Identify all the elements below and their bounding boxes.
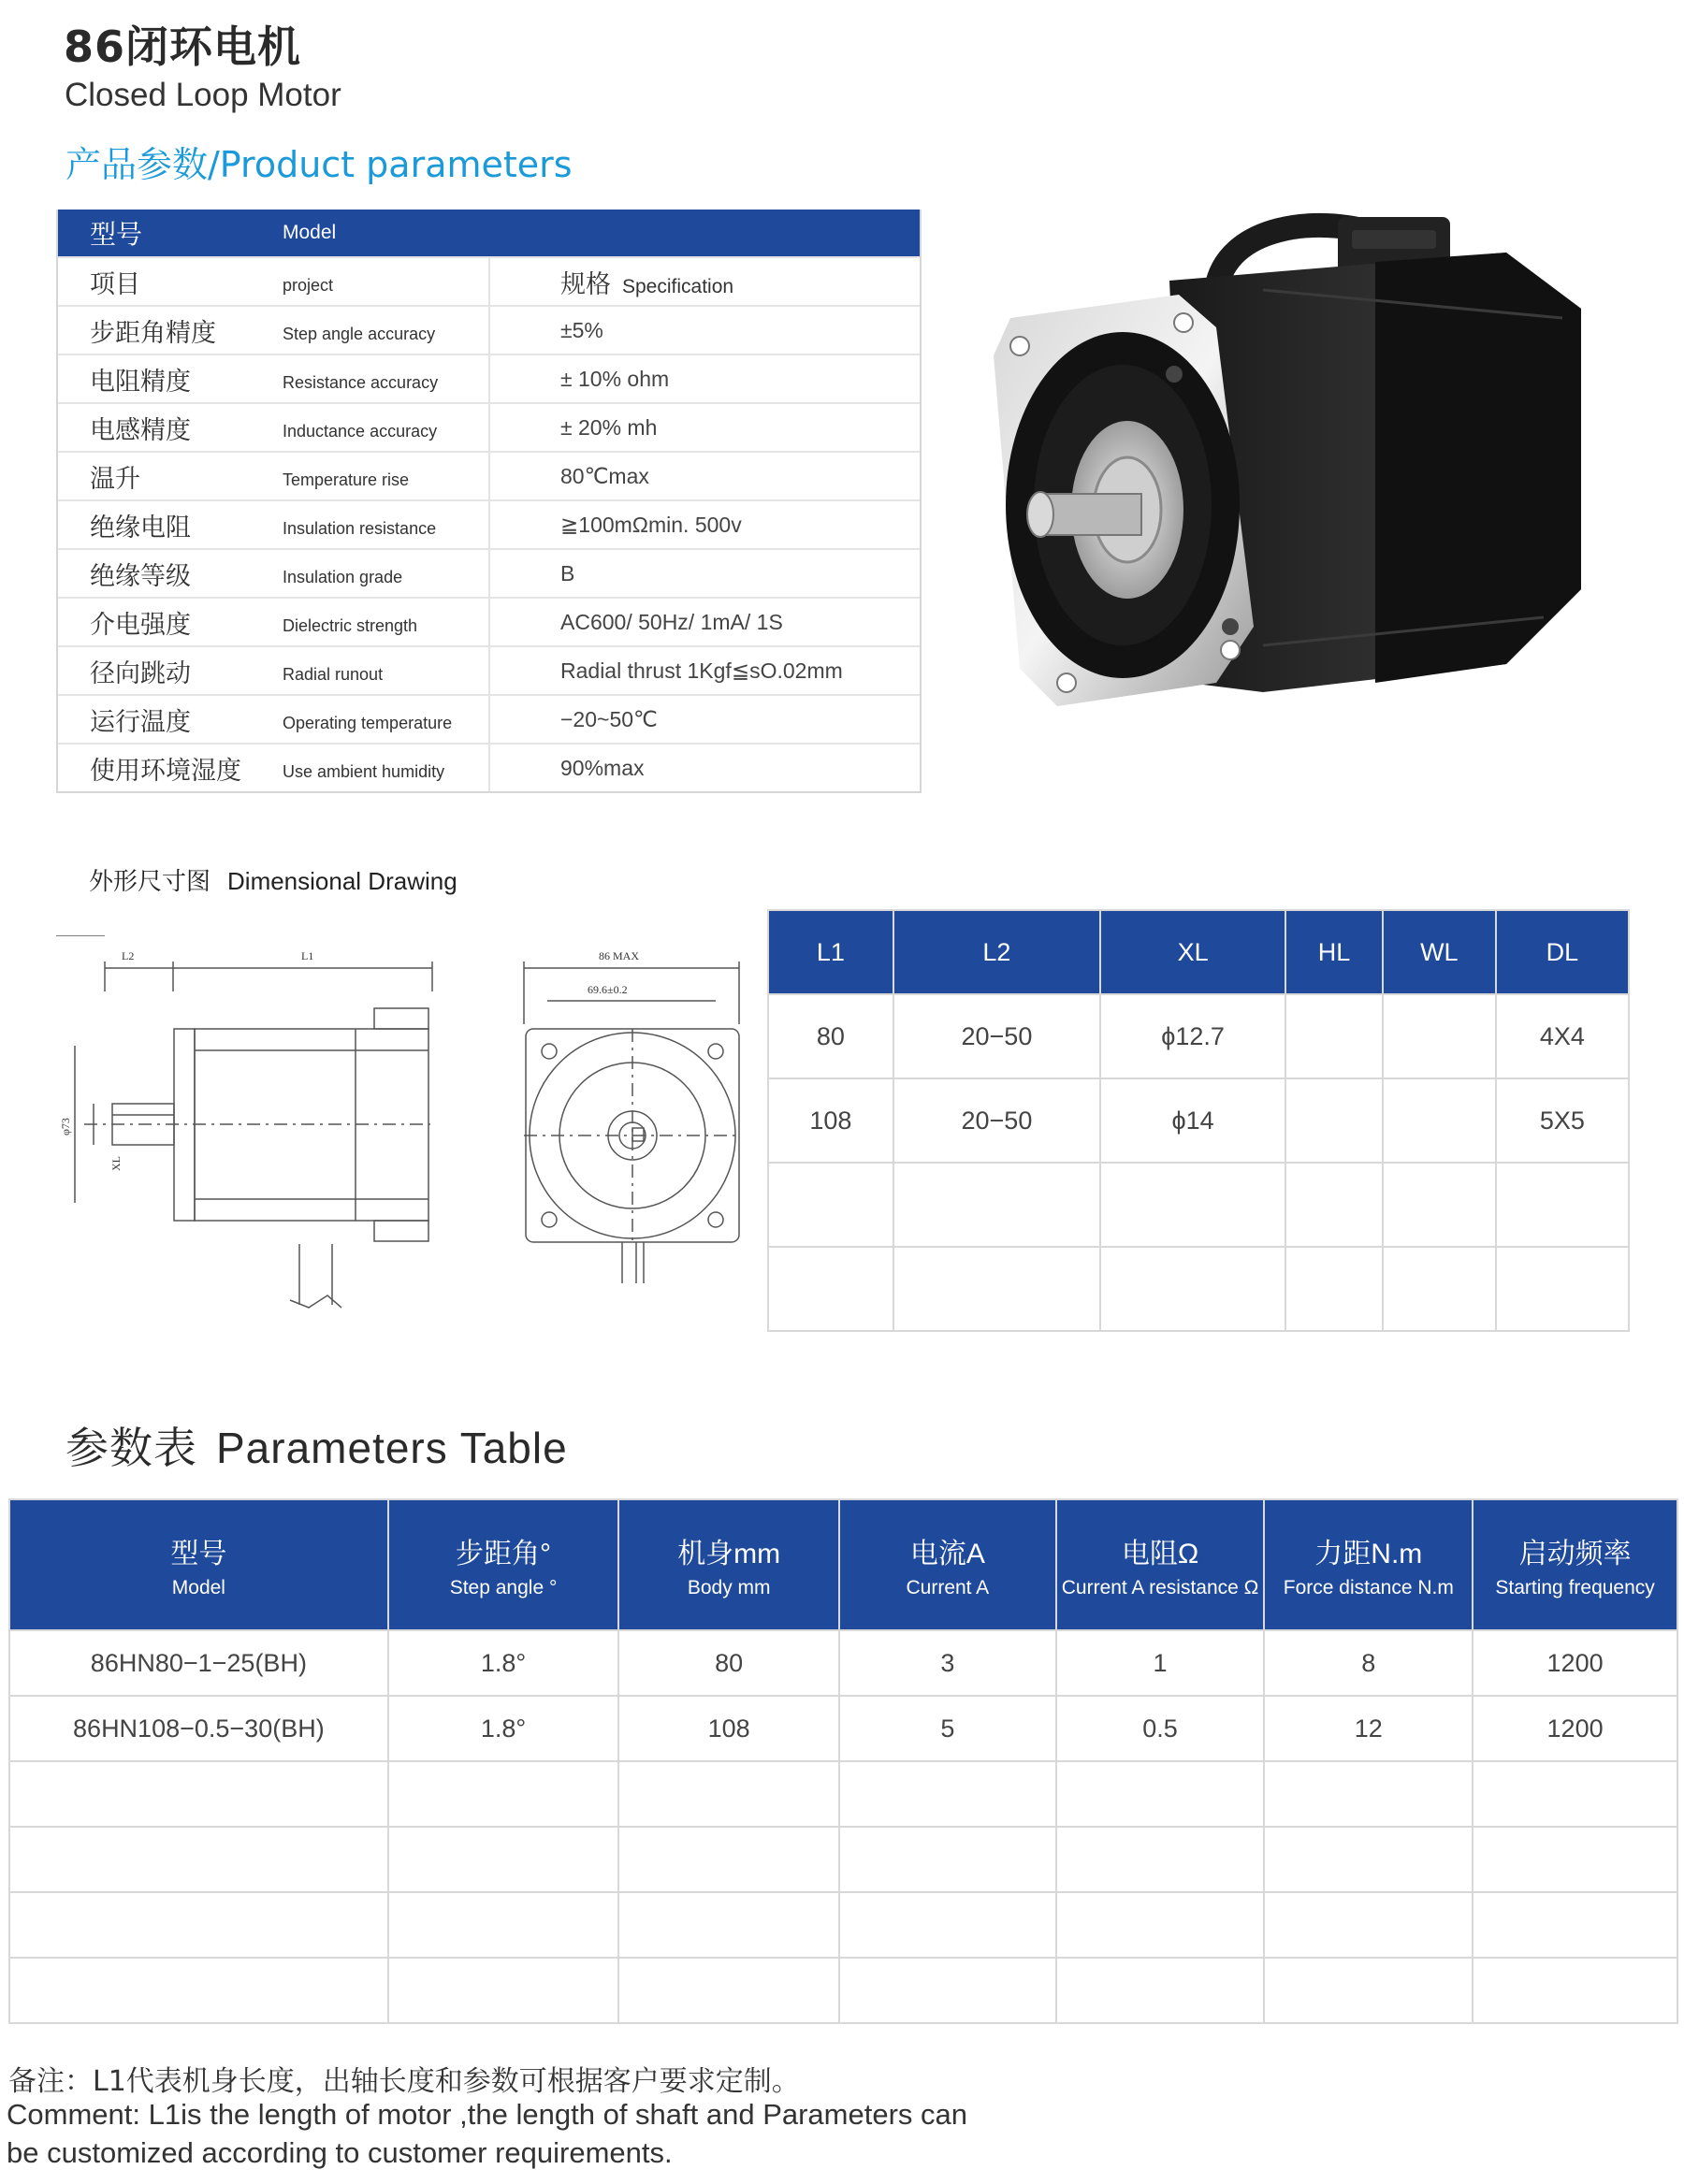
parameters-cell bbox=[9, 1892, 388, 1958]
footnote-en-line-2: be customized according to customer requirements. bbox=[7, 2136, 673, 2169]
parameters-column-header-cn: 步距角° bbox=[456, 1539, 552, 1569]
dimension-column-header: L2 bbox=[893, 910, 1100, 994]
parameters-table-row bbox=[9, 1958, 1677, 2023]
product-parameter-row bbox=[58, 305, 920, 354]
parameters-column-header-cn: 力距N.m bbox=[1314, 1539, 1423, 1569]
param-name-cn: 运行温度 bbox=[90, 707, 191, 737]
parameters-column-header-en: Step angle ° bbox=[449, 1577, 558, 1598]
dim-label-bolt-circle: 69.6±0.2 bbox=[588, 983, 628, 996]
dim-label-l2: L2 bbox=[122, 949, 135, 962]
dimension-column-header: XL bbox=[1100, 910, 1285, 994]
parameters-cell: 86HN80−1−25(BH) bbox=[9, 1630, 388, 1696]
product-parameters-table bbox=[56, 210, 922, 793]
dimension-column-header: WL bbox=[1383, 910, 1496, 994]
parameters-cell: 8 bbox=[1264, 1630, 1473, 1696]
parameters-cell: 12 bbox=[1264, 1696, 1473, 1761]
dimension-cell: 4X4 bbox=[1496, 994, 1629, 1078]
parameters-column-header-en: Force distance N.m bbox=[1283, 1577, 1454, 1598]
dimension-table-row bbox=[768, 994, 1629, 1078]
parameters-cell bbox=[1264, 1892, 1473, 1958]
parameters-cell bbox=[9, 1958, 388, 2023]
parameters-cell bbox=[618, 1761, 839, 1827]
parameters-table bbox=[8, 1498, 1678, 2024]
dimensional-drawing-title bbox=[89, 862, 457, 897]
product-parameter-row bbox=[58, 402, 920, 451]
product-parameter-row bbox=[58, 354, 920, 402]
section-heading-product-parameters: 产品参数/Product parameters bbox=[65, 144, 573, 185]
param-name-en: Insulation grade bbox=[283, 550, 490, 597]
dimension-cell: 20−50 bbox=[893, 1078, 1100, 1163]
parameters-cell: 0.5 bbox=[1056, 1696, 1265, 1761]
parameters-table-row bbox=[9, 1696, 1677, 1761]
product-parameter-row bbox=[58, 548, 920, 597]
dimension-table-row bbox=[768, 1247, 1629, 1331]
param-name-en: Use ambient humidity bbox=[283, 745, 490, 791]
product-parameters-rows bbox=[58, 305, 920, 791]
parameters-cell bbox=[1264, 1827, 1473, 1892]
page-title: 86闭环电机 bbox=[64, 22, 302, 72]
specification-label-en: Specification bbox=[622, 275, 734, 297]
dimension-cell bbox=[1383, 1078, 1496, 1163]
dimension-cell bbox=[893, 1163, 1100, 1247]
parameters-column-header bbox=[1264, 1499, 1473, 1630]
parameters-cell bbox=[1473, 1892, 1677, 1958]
product-parameter-row bbox=[58, 451, 920, 499]
param-name-cn: 径向跳动 bbox=[90, 658, 191, 688]
param-value: ±5% bbox=[560, 317, 603, 342]
parameters-column-header bbox=[9, 1499, 388, 1630]
parameters-column-header-cn: 电阻Ω bbox=[1121, 1539, 1199, 1569]
dimension-table-header bbox=[768, 910, 1629, 994]
page-subtitle: Closed Loop Motor bbox=[65, 77, 341, 113]
dim-label-xl: XL bbox=[109, 1156, 123, 1171]
param-name-cn: 绝缘等级 bbox=[90, 561, 191, 591]
parameters-column-header-cn: 启动频率 bbox=[1518, 1539, 1632, 1569]
dimension-cell: 20−50 bbox=[893, 994, 1100, 1078]
parameters-cell bbox=[618, 1958, 839, 2023]
footnote-cn: 备注：L1代表机身长度，出轴长度和参数可根据客户要求定制。 bbox=[8, 2065, 800, 2098]
parameters-column-header-cn: 电流A bbox=[909, 1539, 985, 1569]
param-name-cn: 使用环境湿度 bbox=[90, 756, 241, 786]
param-name-cn: 电感精度 bbox=[90, 415, 191, 445]
param-name-en: Step angle accuracy bbox=[283, 307, 490, 354]
dimension-cell bbox=[1383, 994, 1496, 1078]
param-value: ± 20% mh bbox=[560, 414, 658, 440]
dimension-cell bbox=[1496, 1247, 1629, 1331]
parameters-cell bbox=[1264, 1958, 1473, 2023]
parameters-column-header-cn: 型号 bbox=[170, 1539, 227, 1569]
parameters-table-row bbox=[9, 1630, 1677, 1696]
param-value: 90%max bbox=[560, 755, 645, 780]
dimension-cell bbox=[768, 1247, 893, 1331]
parameters-cell: 3 bbox=[839, 1630, 1056, 1696]
param-name-en: Resistance accuracy bbox=[283, 355, 490, 402]
dimension-table-body bbox=[768, 994, 1629, 1331]
dimension-cell bbox=[1100, 1163, 1285, 1247]
parameters-cell: 1200 bbox=[1473, 1630, 1677, 1696]
dimensional-drawing-title-cn: 外形尺寸图 bbox=[89, 868, 211, 896]
dimension-cell: ϕ14 bbox=[1100, 1078, 1285, 1163]
product-parameter-row bbox=[58, 499, 920, 548]
parameters-cell bbox=[1056, 1827, 1265, 1892]
parameters-cell bbox=[618, 1892, 839, 1958]
model-label-cn: 型号 bbox=[90, 219, 143, 250]
parameters-cell: 1 bbox=[1056, 1630, 1265, 1696]
parameters-cell bbox=[388, 1827, 619, 1892]
dimension-cell: 108 bbox=[768, 1078, 893, 1163]
dim-label-l1: L1 bbox=[301, 949, 314, 962]
parameters-cell: 80 bbox=[618, 1630, 839, 1696]
parameters-cell: 1200 bbox=[1473, 1696, 1677, 1761]
parameters-table-row bbox=[9, 1827, 1677, 1892]
dimensional-drawing-title-en: Dimensional Drawing bbox=[227, 867, 457, 895]
parameters-cell bbox=[388, 1892, 619, 1958]
specification-label-cn: 规格 bbox=[560, 269, 611, 298]
parameters-cell bbox=[388, 1761, 619, 1827]
dim-label-d73: φ73 bbox=[59, 1118, 72, 1135]
parameters-table-title-en: Parameters Table bbox=[216, 1424, 568, 1472]
project-label-cn: 项目 bbox=[90, 269, 140, 299]
model-label-en: Model bbox=[283, 222, 337, 243]
parameters-table-header bbox=[9, 1499, 1677, 1630]
dimension-table-row bbox=[768, 1078, 1629, 1163]
parameters-cell bbox=[388, 1958, 619, 2023]
dimension-cell bbox=[893, 1247, 1100, 1331]
parameters-cell bbox=[839, 1827, 1056, 1892]
param-name-cn: 步距角精度 bbox=[90, 318, 216, 348]
parameters-cell bbox=[839, 1892, 1056, 1958]
parameters-table-row bbox=[9, 1761, 1677, 1827]
param-name-en: Radial runout bbox=[283, 647, 490, 694]
parameters-cell bbox=[618, 1827, 839, 1892]
param-value: AC600/ 50Hz/ 1mA/ 1S bbox=[560, 609, 783, 634]
parameters-table-row bbox=[9, 1892, 1677, 1958]
parameters-cell bbox=[839, 1958, 1056, 2023]
parameters-cell: 1.8° bbox=[388, 1630, 619, 1696]
parameters-cell bbox=[1056, 1958, 1265, 2023]
dimension-cell bbox=[1100, 1247, 1285, 1331]
dimension-cell bbox=[1383, 1163, 1496, 1247]
dimension-cell bbox=[1285, 1163, 1383, 1247]
parameters-column-header-en: Model bbox=[171, 1577, 225, 1598]
parameters-column-header-en: Current A resistance Ω bbox=[1061, 1577, 1259, 1598]
parameters-table-title-cn: 参数表 bbox=[65, 1423, 197, 1473]
dimension-table bbox=[767, 909, 1630, 1332]
dimension-cell: 5X5 bbox=[1496, 1078, 1629, 1163]
parameters-cell: 1.8° bbox=[388, 1696, 619, 1761]
dimension-cell bbox=[1285, 1078, 1383, 1163]
param-name-cn: 绝缘电阻 bbox=[90, 513, 191, 542]
dimension-cell bbox=[1285, 994, 1383, 1078]
param-value: ≧100mΩmin. 500v bbox=[560, 512, 742, 537]
specification-label bbox=[490, 264, 733, 300]
parameters-cell bbox=[1473, 1958, 1677, 2023]
dimension-cell bbox=[1285, 1247, 1383, 1331]
parameters-table-title bbox=[65, 1414, 568, 1476]
param-value: −20~50℃ bbox=[560, 706, 658, 731]
parameters-column-header bbox=[618, 1499, 839, 1630]
dimension-column-header: DL bbox=[1496, 910, 1629, 994]
dim-label-86max: 86 MAX bbox=[599, 949, 640, 962]
dimension-column-header: HL bbox=[1285, 910, 1383, 994]
dimension-cell bbox=[1496, 1163, 1629, 1247]
footnote-en-line-1: Comment: L1is the length of motor ,the length of shaft and Parameters can bbox=[7, 2098, 968, 2131]
param-value: Radial thrust 1Kgf≦sO.02mm bbox=[560, 658, 843, 683]
product-parameter-row bbox=[58, 694, 920, 743]
parameters-column-header bbox=[1473, 1499, 1677, 1630]
parameters-cell bbox=[1056, 1892, 1265, 1958]
parameters-table-body bbox=[9, 1630, 1677, 2023]
side-view-drawing bbox=[56, 935, 440, 1309]
spec-header-row bbox=[58, 256, 920, 305]
product-parameter-row bbox=[58, 743, 920, 791]
param-name-cn: 温升 bbox=[90, 464, 140, 494]
parameters-cell bbox=[1264, 1761, 1473, 1827]
dimension-table-row bbox=[768, 1163, 1629, 1247]
parameters-cell: 108 bbox=[618, 1696, 839, 1761]
parameters-cell bbox=[9, 1761, 388, 1827]
parameters-column-header-en: Starting frequency bbox=[1495, 1577, 1655, 1598]
param-name-en: Temperature rise bbox=[283, 453, 490, 499]
param-value: ± 10% ohm bbox=[560, 366, 670, 391]
param-value: B bbox=[560, 560, 575, 586]
param-name-en: Insulation resistance bbox=[283, 501, 490, 548]
param-name-en: Dielectric strength bbox=[283, 599, 490, 645]
dimension-cell: ϕ12.7 bbox=[1100, 994, 1285, 1078]
parameters-column-header bbox=[839, 1499, 1056, 1630]
parameters-column-header-en: Current A bbox=[906, 1577, 990, 1598]
motor-photo bbox=[982, 196, 1637, 776]
dimension-cell bbox=[768, 1163, 893, 1247]
parameters-cell bbox=[839, 1761, 1056, 1827]
parameters-cell bbox=[1473, 1827, 1677, 1892]
parameters-cell: 86HN108−0.5−30(BH) bbox=[9, 1696, 388, 1761]
param-name-en: Operating temperature bbox=[283, 696, 490, 743]
param-name-cn: 电阻精度 bbox=[90, 367, 191, 397]
parameters-column-header-cn: 机身mm bbox=[677, 1539, 781, 1569]
product-parameter-row bbox=[58, 645, 920, 694]
product-parameters-header bbox=[58, 210, 920, 256]
dimension-cell: 80 bbox=[768, 994, 893, 1078]
parameters-column-header bbox=[388, 1499, 619, 1630]
param-name-cn: 介电强度 bbox=[90, 610, 191, 640]
product-parameter-row bbox=[58, 597, 920, 645]
parameters-cell: 5 bbox=[839, 1696, 1056, 1761]
parameters-cell bbox=[9, 1827, 388, 1892]
parameters-column-header-en: Body mm bbox=[687, 1577, 771, 1598]
param-value: 80℃max bbox=[560, 463, 649, 488]
parameters-column-header bbox=[1056, 1499, 1265, 1630]
param-name-en: Inductance accuracy bbox=[283, 404, 490, 451]
parameters-cell bbox=[1056, 1761, 1265, 1827]
parameters-cell bbox=[1473, 1761, 1677, 1827]
dimension-cell bbox=[1383, 1247, 1496, 1331]
project-label-en: project bbox=[283, 258, 490, 305]
front-view-drawing bbox=[505, 935, 748, 1291]
dimension-column-header: L1 bbox=[768, 910, 893, 994]
